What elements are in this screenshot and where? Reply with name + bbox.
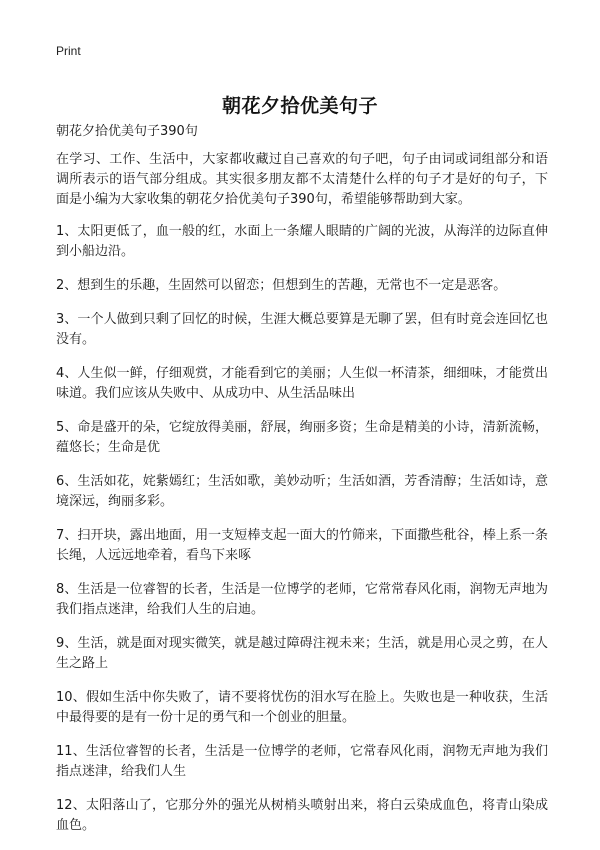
sentence-item: 2、想到生的乐趣，生固然可以留恋；但想到生的苦趣，无常也不一定是恶客。 [56,278,507,293]
sentence-item: 6、生活如花，姹紫嫣红；生活如歌，美妙动听；生活如酒，芳香清醇；生活如诗，意境深远，绚丽多彩。 [56,474,548,509]
intro-paragraph: 在学习、工作、生活中，大家都收藏过自己喜欢的句子吧，句子由词或词组部分和语调所表示的语气部分组成。其实很多朋友都不太清楚什么样的句子才是好的句子，下面是小编为大家收集的朝花夕拾优美句子390句，希望能够帮助到大家。 [56,152,548,207]
document-body [56,150,548,850]
sentence-item: 10、假如生活中你失败了，请不要将忧伤的泪水写在脸上。失败也是一种收获，生活中最得要的是有一份十足的勇气和一个创业的胆量。 [56,690,548,725]
sentence-item: 1、太阳更低了，血一般的红，水面上一条耀人眼睛的广阔的光波，从海洋的边际直伸到小船边沿。 [56,224,548,259]
document-subtitle: 朝花夕拾优美句子390句 [56,124,198,139]
sentence-item: 5、命是盛开的朵，它绽放得美丽，舒展，绚丽多资；生命是精美的小诗，清新流畅，蕴悠长；生命是优 [56,420,548,455]
sentence-item: 4、人生似一鲜，仔细观赏，才能看到它的美丽；人生似一杯清茶，细细味，才能赏出味道。我们应该从失败中、从成功中、从生活品味出 [56,366,548,401]
sentence-item: 9、生活，就是面对现实微笑，就是越过障碍注视未来；生活，就是用心灵之剪，在人生之路上 [56,636,548,671]
document-title: 朝花夕拾优美句子 [221,94,378,117]
print-label[interactable]: Print [56,44,81,58]
sentence-item: 11、生活位睿智的长者，生活是一位博学的老师，它常春风化雨，润物无声地为我们指点迷津，给我们人生 [56,744,548,779]
sentence-item: 3、一个人做到只剩了回忆的时候，生涯大概总要算是无聊了罢，但有时竟会连回忆也没有。 [56,312,548,347]
sentence-item: 7、扫开块，露出地面，用一支短棒支起一面大的竹筛来，下面撒些秕谷，棒上系一条长绳，人远远地牵着，看鸟下来啄 [56,528,548,563]
sentence-item: 8、生活是一位睿智的长者，生活是一位博学的老师，它常常春风化雨，润物无声地为我们指点迷津，给我们人生的启迪。 [56,582,548,617]
sentence-item: 12、太阳落山了，它那分外的强光从树梢头喷射出来，将白云染成血色，将青山染成血色。 [56,798,548,833]
